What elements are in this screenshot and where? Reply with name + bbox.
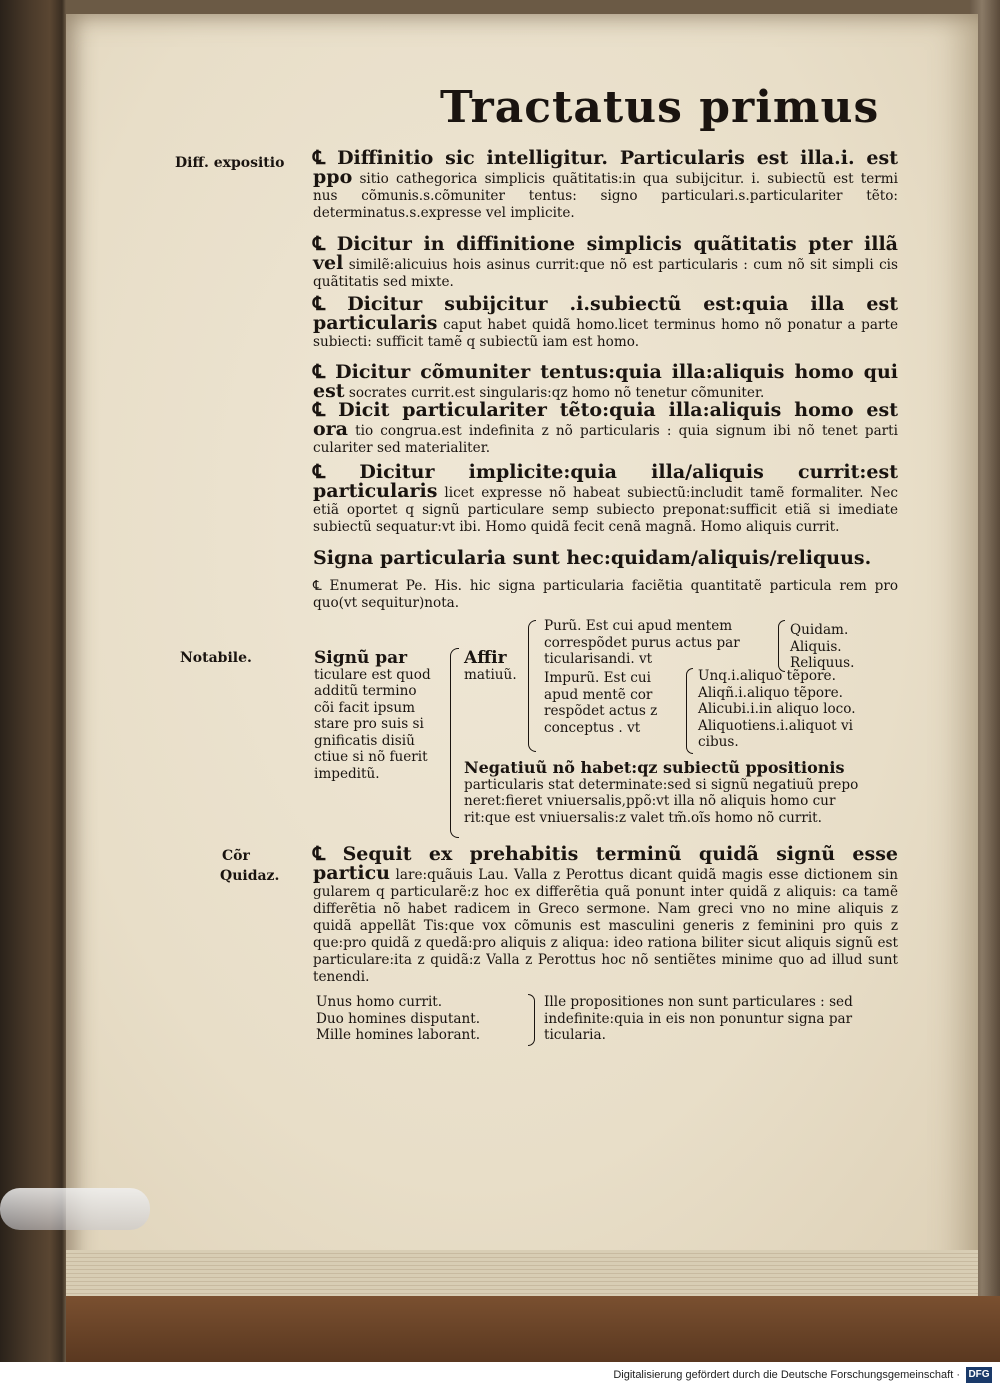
margin-note-notabile: Notabile. [180, 650, 252, 666]
paragraph-head: ℄ Dicitur cõmuniter tentus:quia illa:aliquis homo qui est [313, 361, 898, 402]
impurum-list-item: Aliqñ.i.aliquo tẽpore. [698, 684, 843, 701]
paragraph-text: tio congrua.est indefinita z nõ particularis : quia signum ibi nõ tenet parti culariter sed materialiter. [313, 423, 898, 456]
paragraph-head: ℄ Dicitur in diffinitione simplicis quãtitatis pter illã vel [313, 233, 898, 274]
examples-note [544, 994, 900, 1044]
page-edges [66, 1250, 978, 1300]
example-item: Duo homines disputant. [316, 1010, 481, 1027]
paragraph-text: socrates currit.est singularis:qz homo nõ tenetur cõmuniter. [348, 385, 765, 401]
diagram-impurum [544, 670, 684, 736]
purum-line: ticularisandi. vt [544, 651, 653, 667]
brace-affir [528, 620, 536, 752]
paragraph-implicite [313, 461, 898, 536]
diagram-negatiuum [464, 760, 900, 826]
paragraph-text: caput habet quidã homo.licet terminus homo nõ ponatur a parte subiecti: sufficit tamẽ q subiectũ iam est homo. [313, 317, 898, 350]
paragraph-subijcitur [313, 293, 898, 351]
diagram-purum [544, 618, 774, 668]
paragraph-particulariter [313, 399, 898, 457]
diagram-affir [464, 650, 534, 683]
dfg-logo: DFG [966, 1367, 992, 1383]
paragraph-simplicis [313, 233, 899, 291]
impurum-line: respõdet actus z [544, 703, 658, 719]
example-item: Mille homines laborant. [316, 1027, 481, 1043]
definition-line: ticulare est quod [314, 666, 431, 683]
diagram-definition [314, 650, 454, 782]
affir-line: Affir [464, 648, 507, 668]
paragraph-head: ℄ Dicit particulariter tẽto:quia illa:aliquis homo est ora [313, 399, 898, 440]
brace-impurum [686, 668, 693, 754]
impurum-line: apud mentẽ cor [544, 686, 653, 703]
paragraph-head: ℄ Dicitur subijcitur .i.subiectũ est:quia illa est particularis [313, 293, 898, 334]
definition-line: Signũ par [314, 648, 408, 668]
impurum-list-item: Aliquotiens.i.aliquot vi [698, 717, 853, 734]
margin-note-diff: Diff. expositio [175, 155, 285, 171]
purum-list-item: Reliquus. [790, 655, 855, 671]
paragraph-definition [313, 147, 898, 222]
impurum-line: Impurũ. Est cui [544, 670, 652, 686]
examples-list [316, 994, 526, 1044]
paragraph-text: similẽ:alicuius hois asinus currit:que nõ est particularis : cum nõ sit simpli cis quãtitatis sed mixte. [313, 257, 899, 290]
definition-line: impeditũ. [314, 765, 380, 782]
examples-note-line: Ille propositiones non sunt particulares : sed [544, 994, 853, 1010]
brace-main [450, 648, 459, 838]
enumerat-paragraph: ℄ Enumerat Pe. His. hic signa particularia faciẽtia quantitatẽ particula rem pro quo(vt sequitur)nota. [313, 578, 898, 611]
impurum-line: conceptus . vt [544, 719, 641, 736]
page-clip [0, 1188, 150, 1230]
purum-list-item: Quidam. [790, 622, 849, 638]
definition-line: cõi facit ipsum [314, 699, 416, 716]
definition-line: stare pro suis si [314, 716, 424, 732]
purum-line: Purũ. Est cui apud mentem [544, 618, 733, 634]
negatiuum-line: particularis stat determinate:sed si signũ negatiuũ prepo [464, 776, 859, 793]
purum-list [790, 622, 890, 672]
negatiuum-head: Negatiuũ nõ habet:qz subiectũ ppositionis [464, 758, 845, 777]
paragraph-head: ℄ Dicitur implicite:quia illa/aliquis currit:est particularis [313, 461, 898, 502]
page-title: Tractatus primus [440, 82, 880, 133]
affir-line: matiuũ. [464, 666, 517, 683]
paragraph-communiter [313, 361, 898, 402]
impurum-list-item: cibus. [698, 734, 739, 750]
margin-note-quidam: Quidaz. [220, 868, 280, 884]
examples-note-line: ticularia. [544, 1027, 606, 1043]
leather-cover [66, 1296, 1000, 1362]
paragraph-text: sitio cathegorica simplicis quãtitatis:in qua subijcitur. i. subiectũ est termi nus cõmunis.s.cõmuniter tentus: signo particulari.s.particulariter tẽto: determinatus.s.expresse vel implicite. [313, 171, 898, 221]
brace-purum [778, 620, 785, 672]
examples-note-line: indefinite:quia in eis non ponuntur signa par [544, 1010, 853, 1027]
definition-line: additũ termino [314, 683, 417, 699]
impurum-list-item: Alicubi.i.in aliquo loco. [698, 701, 856, 717]
purum-line: correspõdet purus actus par [544, 634, 740, 651]
impurum-list [698, 668, 898, 751]
footer-credit: Digitalisierung gefördert durch die Deutsche Forschungsgemeinschaft · [613, 1369, 960, 1381]
purum-list-item: Aliquis. [790, 638, 842, 655]
negatiuum-line: rit:que est vniuersalis:z valet tm̃.oĩs homo nõ currit. [464, 809, 822, 826]
paragraph-head: ℄ Diffinitio sic intelligitur. Particularis est illa.i. est ppo [313, 147, 898, 188]
margin-note-corr: Cõr [222, 848, 250, 864]
negatiuum-line: neret:fieret vniuersalis,ppõ:vt illa nõ aliquis homo cur [464, 793, 836, 809]
definition-line: ctiue si nõ fuerit [314, 749, 428, 765]
impurum-list-item: Unq.i.aliquo tẽpore. [698, 668, 836, 684]
paragraph-head: ℄ Sequit ex prehabitis terminũ quidã signũ esse particu [313, 843, 898, 884]
example-item: Unus homo currit. [316, 994, 443, 1010]
definition-line: gnificatis disiũ [314, 732, 415, 749]
signa-heading: Signa particularia sunt hec:quidam/aliquis/reliquus. [313, 547, 872, 569]
footer-bar [0, 1362, 1000, 1389]
paragraph-sequitur [313, 843, 898, 986]
paragraph-text: licet expresse nõ habeat subiectũ:includit tamẽ formaliter. Nec etiã oportet q signũ particulare semp subiecto preponat:sufficit etiã si imediate subiectũ sequatur:vt ibi. Homo quidã fecit cenã magnã. Homo aliquis currit. [313, 485, 898, 535]
brace-examples [528, 994, 535, 1046]
paragraph-text: lare:quãuis Lau. Valla z Perottus dicant quidã magis esse dictionem sin gularem q particularẽ:z hoc ex differẽtia quã ponunt inter quidã z aliquis: ca tamẽ differẽtia nõ habet radicem in Greco sermone. Nam greci vno no mine aliquis z quidã appellãt Tis:que vox cõmunis est masculini generis z feminini pro quis z que:pro quidã z quedã:pro aliquis z aliqua: ideo rationa biliter sicut aliquis signũ est particulare:ita z quidã:z Valla z Perottus hoc nõ sentiẽtes minime quo ad illud sunt tenendi. [313, 867, 898, 985]
